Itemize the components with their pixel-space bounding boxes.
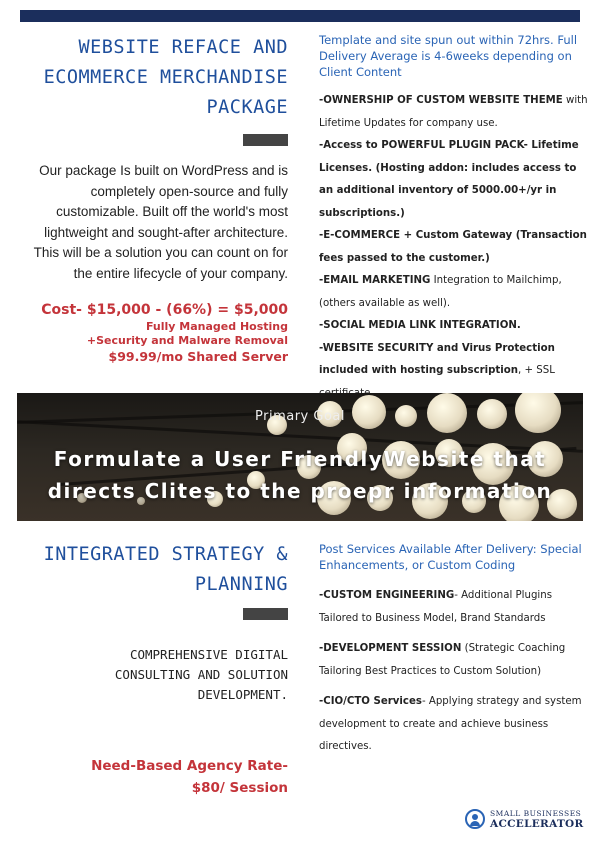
security-note: +Security and Malware Removal	[86, 334, 288, 347]
strategy-title-line: INTEGRATED STRATEGY &	[43, 544, 288, 565]
consulting-line: DEVELOPMENT.	[197, 687, 288, 702]
feature-item: -SOCIAL MEDIA LINK INTEGRATION.	[319, 320, 521, 331]
service-item: -DEVELOPMENT SESSION (Strategic Coaching Tailoring Best Practices to Custom Solution)	[319, 643, 566, 677]
rate-line: Need-Based Agency Rate-	[91, 758, 288, 774]
cost-main: Cost- $15,000 - (66%) = $5,000	[41, 302, 288, 318]
goal-line: Formulate a User FriendlyWebsite that	[53, 447, 547, 471]
feature-item: -EMAIL MARKETING Integration to Mailchimp, (others available as well).	[319, 275, 562, 309]
package-title	[0, 33, 288, 123]
services-list	[319, 585, 589, 759]
strategy-title	[0, 540, 288, 600]
package-intro: Our package Is built on WordPress and is completely open-source and fully customizable. Built off the world's most lightweight and sought-after architecture. This will be a solution you can count on for the entire lifecycle of your company.	[33, 163, 288, 281]
monthly-price: $99.99/mo Shared Server	[108, 349, 288, 364]
consulting-line: CONSULTING AND SOLUTION	[114, 667, 288, 682]
strategy-title-line: PLANNING	[194, 574, 288, 595]
delivery-timeline-header: Template and site spun out within 72hrs. Full Delivery Average is 4-6weeks depending on Client Content	[319, 33, 578, 79]
banner-label: Primary Goal	[255, 409, 345, 424]
hosting-note: Fully Managed Hosting	[145, 320, 288, 333]
feature-item: -WEBSITE SECURITY and Virus Protection included with hosting subscription, + SSL	[319, 342, 555, 376]
primary-goal-text	[17, 443, 583, 507]
logo-line1: SMALL BUSINESSES	[490, 809, 582, 818]
package-title-line: PACKAGE	[206, 97, 288, 118]
top-divider-bar	[20, 10, 580, 22]
accent-bar	[243, 134, 288, 146]
company-logo	[465, 806, 590, 836]
accent-bar	[243, 608, 288, 620]
cost-block	[30, 300, 288, 366]
package-title-line: ECOMMERCE MERCHANDISE	[43, 67, 288, 88]
rate-line: $80/ Session	[191, 780, 288, 796]
service-item: -CUSTOM ENGINEERING- Additional Plugins Tailored to Business Model, Brand Standards	[319, 590, 553, 624]
primary-goal-banner	[17, 393, 583, 521]
package-title-line: WEBSITE REFACE AND	[78, 37, 288, 58]
consulting-description	[60, 645, 288, 705]
post-services-header: Post Services Available After Delivery: Special Enhancements, or Custom Coding	[319, 542, 582, 572]
logo-line2: ACCELERATOR	[490, 818, 584, 830]
feature-item: -Access to POWERFUL PLUGIN PACK- Lifetime Licenses. (Hosting addon: includes access to an additional inventory of 5000.00+/yr in subscriptions.)	[319, 140, 579, 219]
agency-rate	[60, 755, 288, 799]
consulting-line: COMPREHENSIVE DIGITAL	[129, 647, 288, 662]
feature-item: -OWNERSHIP OF CUSTOM WEBSITE THEME with Lifetime Updates for company use.	[319, 95, 588, 129]
feature-list	[319, 90, 589, 405]
goal-line: directs Clites to the proepr information	[47, 479, 553, 503]
service-item: -CIO/CTO Services- Applying strategy and system development to create and achieve business directives.	[319, 696, 582, 752]
person-circle-icon	[465, 809, 485, 829]
feature-item: -E-COMMERCE + Custom Gateway (Transaction fees passed to the customer.)	[319, 230, 587, 264]
